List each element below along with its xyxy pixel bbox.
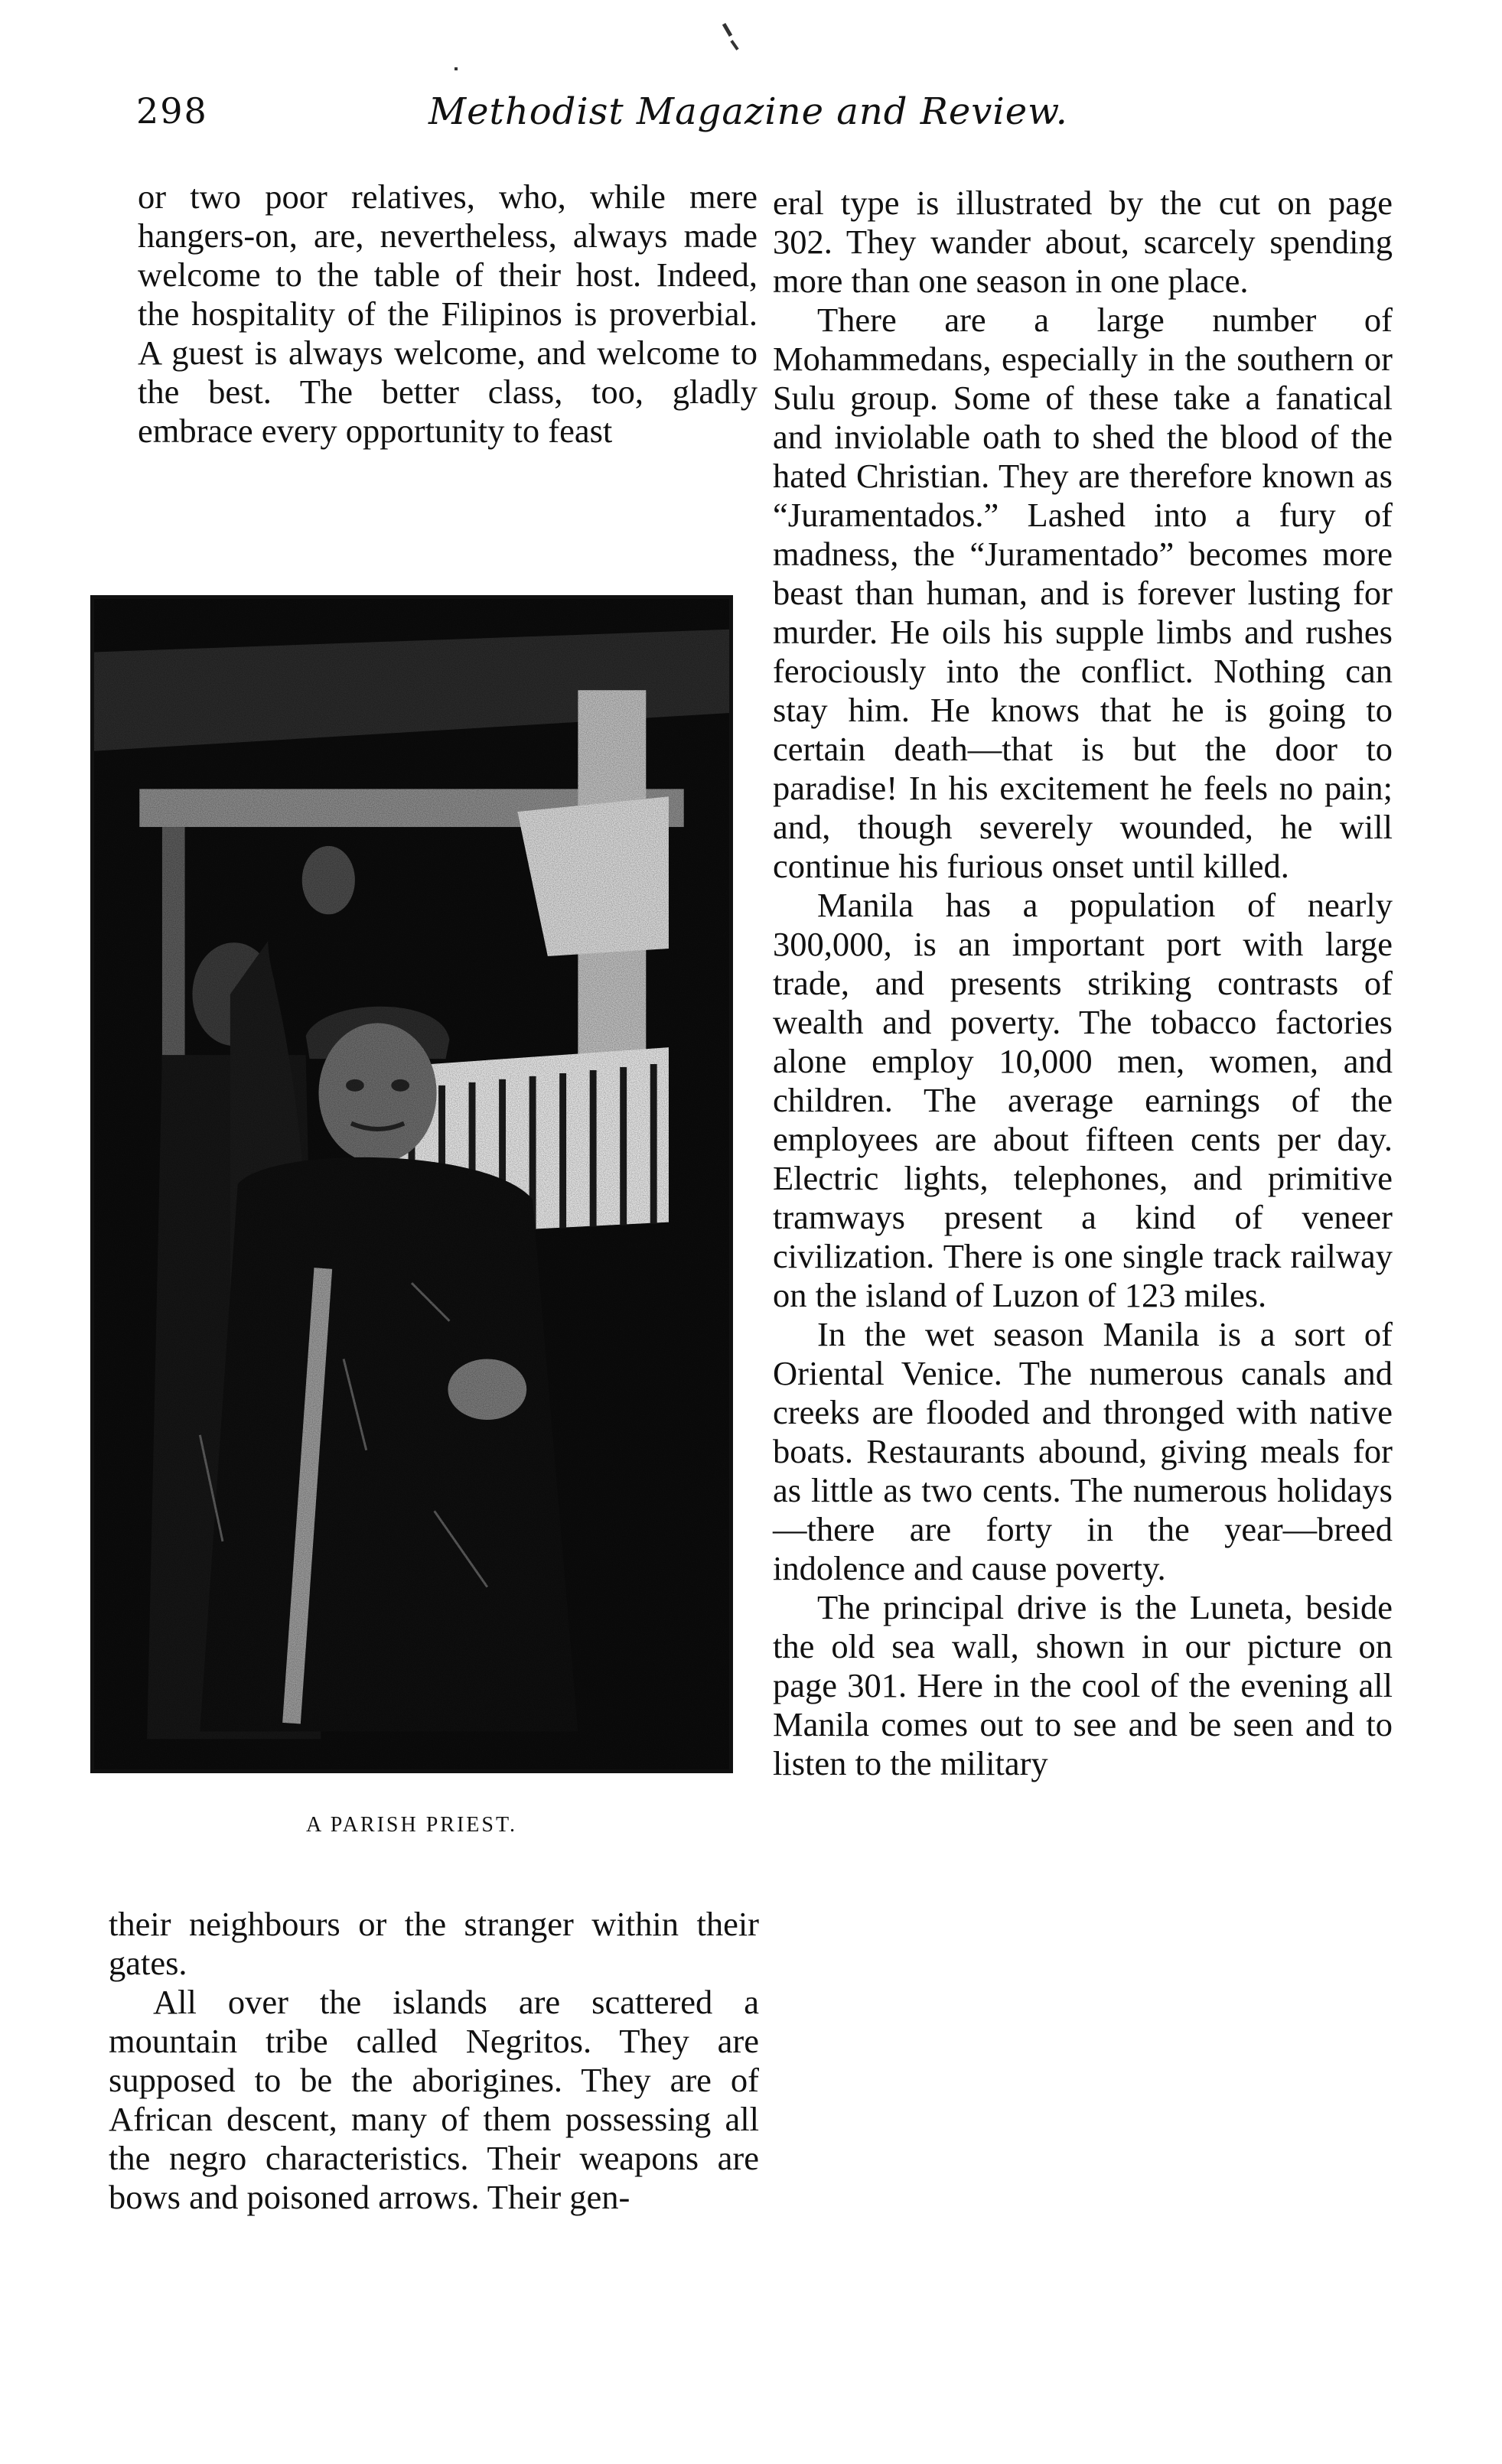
page-number: 298 [136,90,208,132]
print-speck [730,40,738,50]
paragraph: All over the islands are scattered a mountain tribe called Negritos. They are supposed to be the aborigines. They are of African descent, many of them possessing all the negro characteristics. Their weapons are bows and poisoned arrows. Their gen- [109,1983,759,2216]
paragraph: There are a large number of Mohammedans, especially in the southern or Sulu group. Some of these take a fanatical and inviolable oath to shed the blood of the hated Christian. They are therefore known as “Juramentados.” Lashed into a fury of madness, the “Juramentado” becomes more beast than human, and is forever lusting for murder. He oils his supple limbs and rushes ferociously into the conflict. Nothing can stay him. He knows that he is going to certain death—that is but the door to paradise! In his excitement he feels no pain; and, though severely wounded, he will continue his furious onset until killed. [773,301,1393,885]
left-column-top [138,177,758,451]
print-speck [722,23,732,37]
running-title: Methodist Magazine and Review. [428,90,1068,133]
paragraph: The principal drive is the Luneta, beside the old sea wall, shown in our picture on page 301. Here in the cool of the evening all Manila comes out to see and be seen and to listen to the military [773,1588,1393,1782]
paragraph: eral type is illustrated by the cut on page 302. They wander about, scarcely spending more than one season in one place. [773,184,1393,300]
left-column-bottom [109,1905,759,2217]
paragraph: their neighbours or the stranger within their gates. [109,1905,759,1982]
paragraph: In the wet season Manila is a sort of Oriental Venice. The numerous canals and creeks are flooded and thronged with native boats. Restaurants abound, giving meals for as little as two cents. The numerous holidays—there are forty in the year—breed indolence and cause poverty. [773,1315,1393,1587]
photo-illustration [94,599,729,1769]
paragraph: or two poor relatives, who, while mere hangers-on, are, nevertheless, always made welcome to the table of their host. Indeed, the hospitality of the Filipinos is proverbial. A guest is always welcome, and welcome to the best. The better class, too, gladly embrace every opportunity to feast [138,177,758,450]
print-speck [455,67,458,70]
right-column [773,184,1393,1783]
paragraph: Manila has a population of nearly 300,000, is an important port with large trade, and presents striking contrasts of wealth and poverty. The tobacco factories alone employ 10,000 men, women, and children. The average earnings of the employees are about fifteen cents per day. Electric lights, telephones, and primitive tramways present a kind of veneer civilization. There is one single track railway on the island of Luzon of 123 miles. [773,886,1393,1314]
parish-priest-photo [90,595,733,1773]
figure-caption: A PARISH PRIEST. [306,1813,517,1837]
